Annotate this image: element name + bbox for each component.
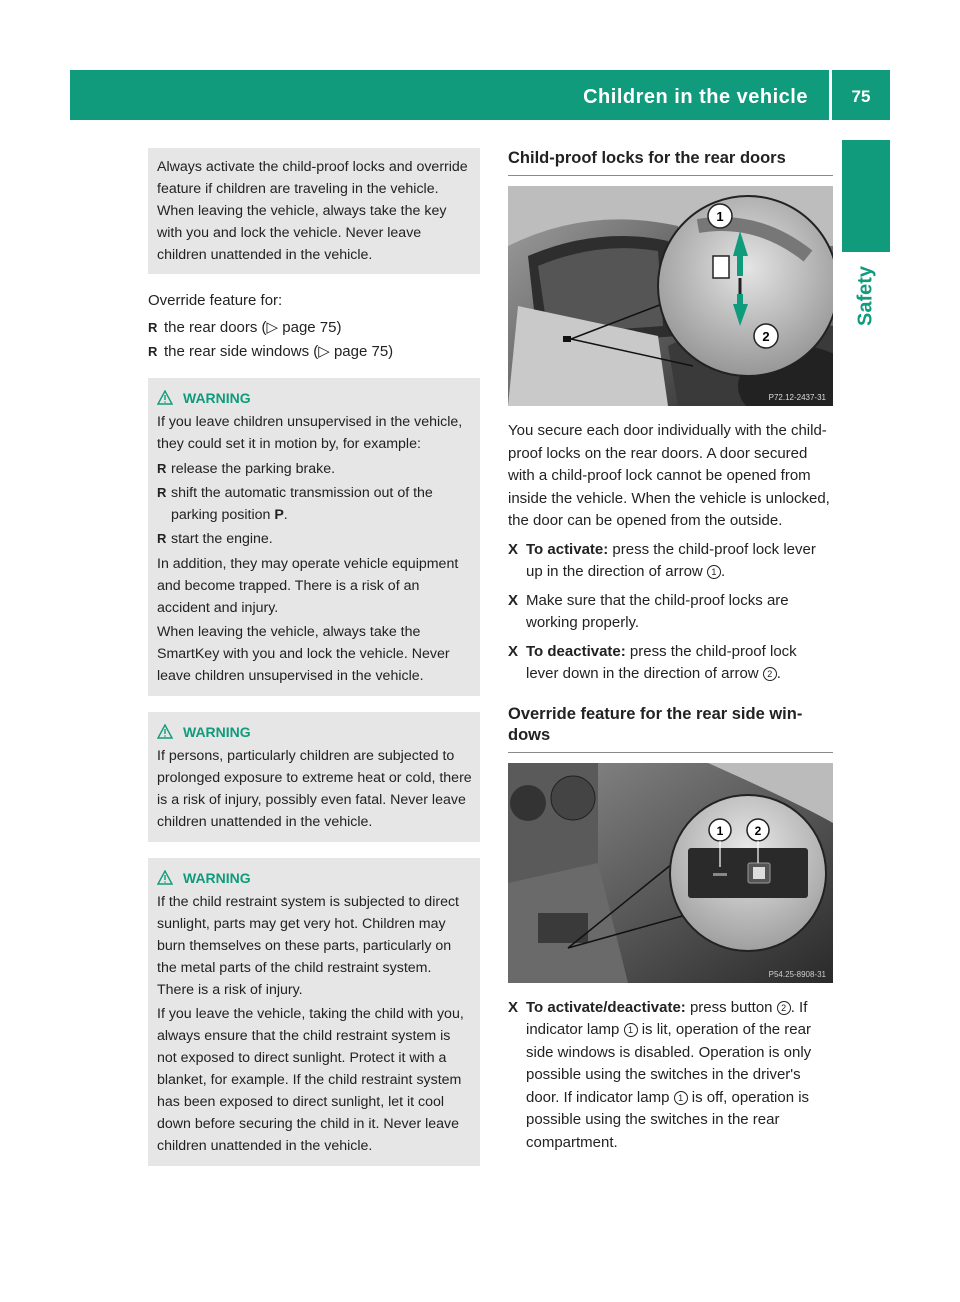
callout-ref: 1 [624,1023,638,1037]
list-item: R shift the automatic transmission out of the parking position P. [157,482,472,526]
section-marker-block [842,140,890,252]
list-item: R start the engine. [157,528,472,550]
callout-2: 2 [762,329,770,344]
callout-ref: 2 [763,667,777,681]
warning-title: WARNING [183,869,251,886]
callout-1: 1 [716,823,724,838]
step-item: X To deactivate: press the child-proof lock lever down in the direction of arrow 2 . [508,642,797,682]
callout-ref: 2 [777,1001,791,1015]
image-code: P54.25-8908-31 [768,969,826,979]
callout-ref: 1 [707,565,721,579]
list-item: R the rear doors (▷ page 75) [148,317,480,340]
page-header [70,70,890,120]
warning-list [157,458,472,550]
step-list [508,539,833,686]
warning-heading [157,867,472,889]
warning-box [148,858,480,1166]
section-heading: Child-proof locks for the rear doors [508,148,833,176]
left-column [148,148,480,1166]
list-item: R release the parking brake. [157,458,472,480]
warning-paragraph: In addition, they may operate vehicle equipment and become trapped. There is a risk of an accident and injury. [157,555,459,616]
image-code: P72.12-2437-31 [768,393,826,402]
warning-box [148,712,480,842]
page-number: 75 [851,87,871,106]
section-tab [842,252,890,340]
warning-title: WARNING [183,723,251,740]
step-item: X To activate/deactivate: press button 2 . If indicator lamp 1 is lit, operation of the rear side windows is disabled. Operation is only possible using the switches in the driver's door. If indicator lamp 1 is off, operation is possible using the switches in the rear compartment. [508,998,812,1151]
chapter-title: Children in the vehicle [583,86,808,108]
warning-triangle-icon [157,390,173,405]
warning-title: WARNING [183,389,251,406]
override-section [148,290,480,364]
warning-text: If persons, particularly children are subjected to prolonged exposure to extreme heat or cold, there is a risk of injury, possibly even fatal. Never leave children unattended in the vehicle. [157,747,472,830]
section-heading: Override feature for the rear side windows [508,704,833,753]
right-column [508,148,833,1160]
warning-triangle-icon [157,870,173,885]
callout-ref: 1 [674,1091,688,1105]
intro-note-text: Always activate the child-proof locks and override feature if children are traveling in the vehicle. When leaving the vehicle, always take the key with you and lock the vehicle. Never leave children unattended in the vehicle. [157,159,468,263]
warning-box [148,378,480,696]
warning-paragraph: If you leave the vehicle, taking the child with you, always ensure that the child restraint system is not exposed to direct sunlight. Protect it with a blanket, for example. If the child restraint system has been exposed to direct sunlight, let it cool down before securing the child in it. Never leave children unattended in the vehicle. [157,1005,464,1154]
page-ref-arrow-icon: ▷ [318,343,330,360]
override-list [148,317,480,364]
bullet-icon: R [157,530,167,546]
page-ref-arrow-icon: ▷ [266,318,279,336]
step-marker-icon: X [508,642,519,660]
bullet-icon: R [157,460,167,476]
bullet-icon: R [148,319,158,335]
warning-paragraph: If the child restraint system is subjected to direct sunlight, parts may get very hot. Children may burn themselves on these parts, particularly on the metal parts of the child restraint system. There is a risk of injury. [157,893,460,998]
door-lock-photo [508,186,833,406]
warning-triangle-icon [157,724,173,739]
step-marker-icon: X [508,591,519,609]
step-marker-icon: X [508,540,519,558]
warning-heading [157,387,472,409]
step-list [508,997,833,1155]
bullet-icon: R [157,484,167,500]
override-label: Override feature for: [148,292,283,309]
step-marker-icon: X [508,998,519,1016]
callout-1: 1 [716,209,724,224]
warning-paragraph: When leaving the vehicle, always take the SmartKey with you and lock the vehicle. Never leave children unsupervised in the vehicle. [157,623,450,684]
page-ref-link[interactable]: page 75) [329,343,394,360]
section-body: You secure each door individually with the child-proof locks on the rear doors. A door secured with a child-proof lock cannot be opened from inside the vehicle. When the vehicle is unlocked, the door can be opened from the outside. [508,422,830,529]
intro-note [148,148,480,274]
warning-intro: If you leave children unsupervised in the vehicle, they could set it in motion by, for example: [157,413,463,452]
page-ref-link[interactable]: page 75) [278,318,342,336]
step-item: X To activate: press the child-proof lock lever up in the direction of arrow 1 . [508,540,816,580]
warning-heading [157,721,472,743]
section-tab-label: Safety [854,265,877,327]
bullet-icon: R [148,344,158,359]
step-item: X Make sure that the child-proof locks are working properly. [508,591,789,631]
window-switch-photo [508,763,833,983]
list-item: R the rear side windows (▷ page 75) [148,341,480,364]
callout-2: 2 [754,823,762,838]
